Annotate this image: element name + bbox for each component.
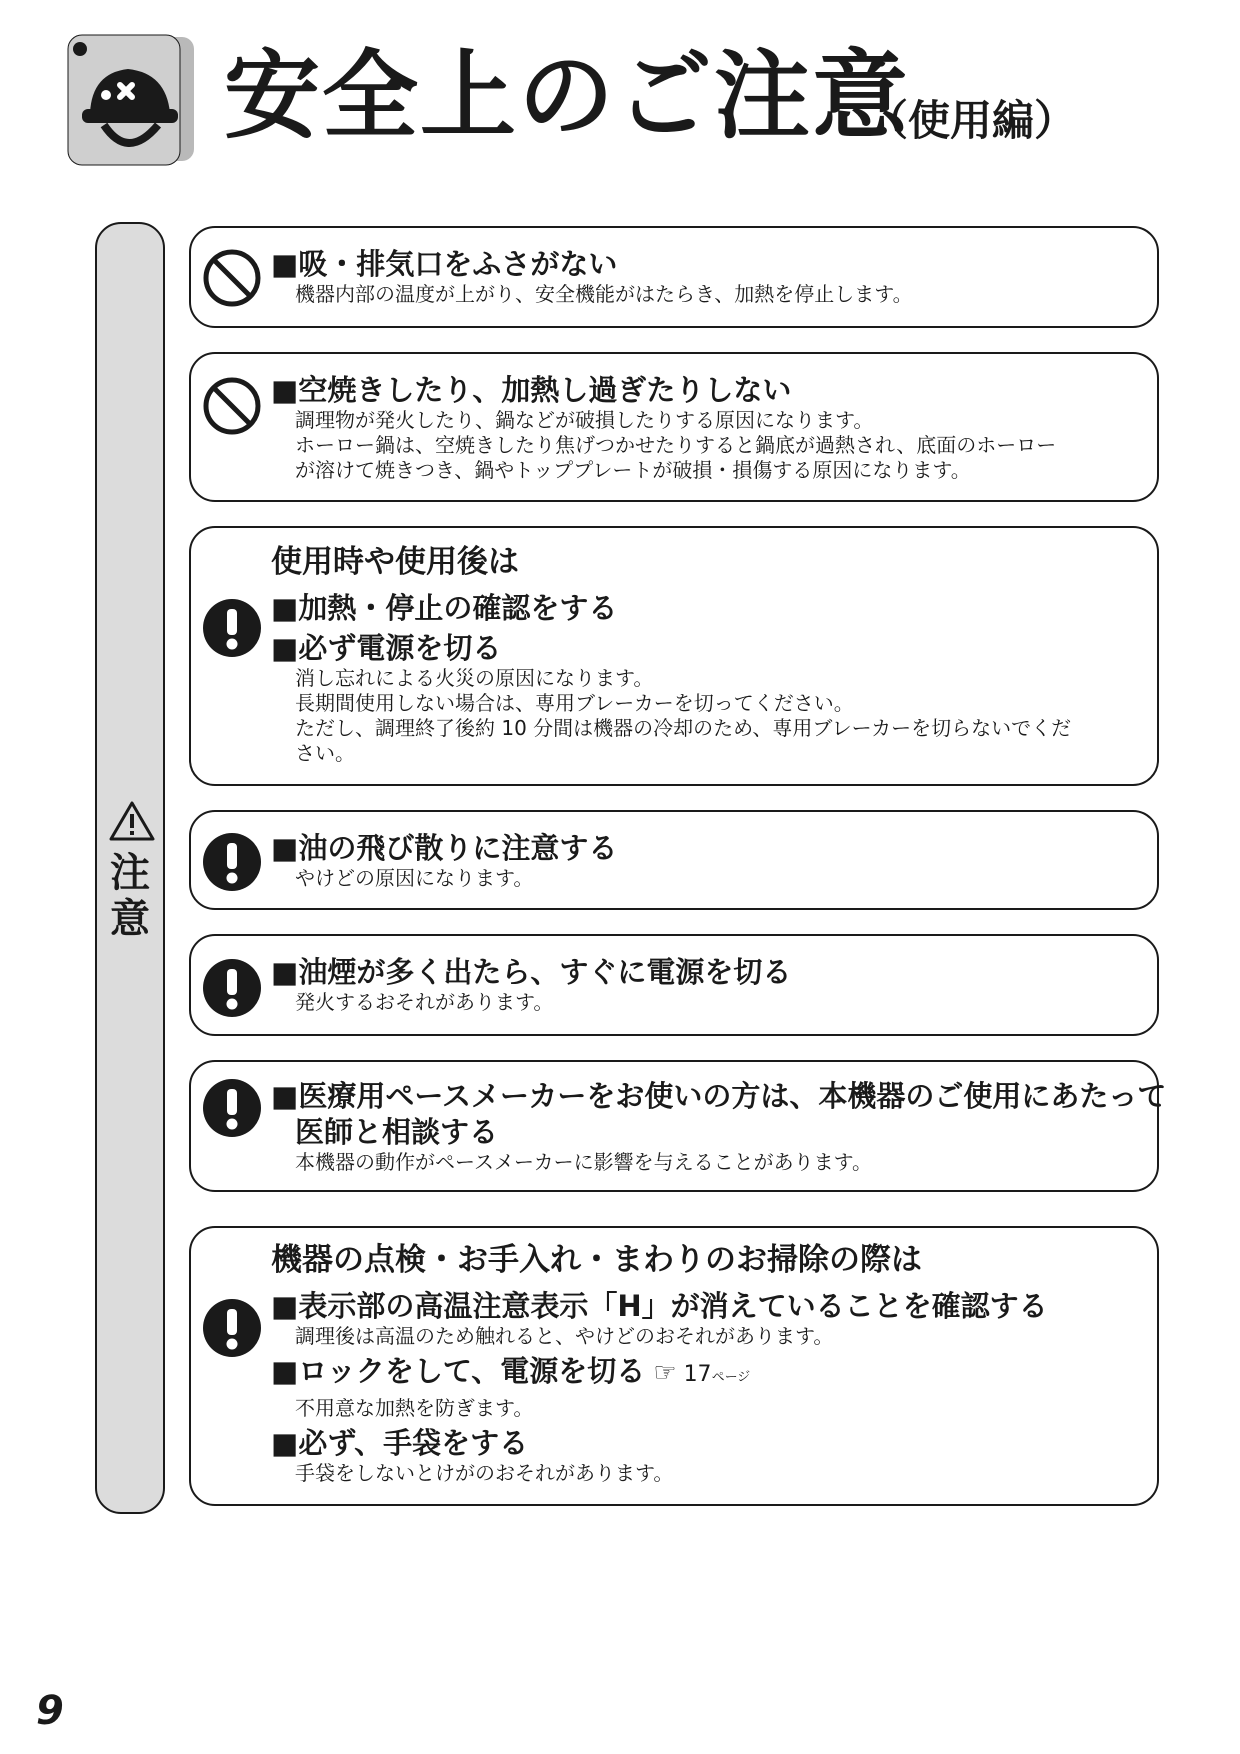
desc-line: ただし、調理終了後約 10 分間は機器の冷却のため、専用ブレーカーを切らないでくだ bbox=[295, 716, 1072, 740]
item-heading: ■医療用ペースメーカーをお使いの方は、本機器のご使用にあたって bbox=[271, 1079, 1167, 1113]
desc-line: 機器内部の温度が上がり、安全機能がはたらき、加熱を停止します。 bbox=[295, 282, 913, 306]
desc-line: 調理後は高温のため触れると、やけどのおそれがあります。 bbox=[295, 1324, 834, 1348]
desc-line: 長期間使用しない場合は、専用ブレーカーを切ってください。 bbox=[295, 691, 854, 715]
caution-box-vent bbox=[189, 226, 1159, 328]
item-heading-continued: 医師と相談する bbox=[295, 1115, 499, 1149]
page-title: 安全上のご注意 bbox=[224, 40, 910, 152]
caution-box-smoke bbox=[189, 934, 1159, 1036]
ref-page-number: 17 bbox=[683, 1362, 712, 1387]
caution-label-text: 注意 bbox=[110, 850, 150, 942]
prohibition-icon bbox=[202, 248, 262, 308]
caution-box-maintenance bbox=[189, 1226, 1159, 1506]
desc-line: やけどの原因になります。 bbox=[295, 866, 534, 890]
caution-label bbox=[97, 850, 163, 942]
item-heading: ■油の飛び散りに注意する bbox=[271, 831, 618, 865]
desc-line: 調理物が発火したり、鍋などが破損したりする原因になります。 bbox=[295, 408, 874, 432]
item-heading: ■必ず電源を切る bbox=[271, 631, 502, 665]
warning-triangle-icon bbox=[109, 800, 155, 842]
pointing-hand-icon: ☞ bbox=[653, 1358, 677, 1388]
desc-line: 本機器の動作がペースメーカーに影響を与えることがあります。 bbox=[295, 1150, 872, 1174]
caution-box-oil-splash bbox=[189, 810, 1159, 910]
mandatory-action-icon bbox=[202, 832, 262, 892]
caution-box-pacemaker bbox=[189, 1060, 1167, 1192]
desc-line: さい。 bbox=[295, 741, 355, 765]
desc-line: が溶けて焼きつき、鍋やトッププレートが破損・損傷する原因になります。 bbox=[295, 458, 971, 482]
mandatory-action-icon bbox=[202, 958, 262, 1018]
item-heading-with-ref bbox=[271, 1353, 1131, 1396]
mandatory-action-icon bbox=[202, 598, 262, 658]
page-subtitle: （使用編） bbox=[866, 96, 1077, 145]
item-heading: ■ロックをして、電源を切る bbox=[271, 1354, 646, 1388]
caution-side-panel bbox=[95, 222, 165, 1514]
ref-page-suffix: ページ bbox=[711, 1370, 751, 1385]
caution-box-overheat bbox=[189, 352, 1159, 502]
desc-line: 不用意な加熱を防ぎます。 bbox=[295, 1396, 534, 1420]
caution-box-during-use bbox=[189, 526, 1159, 786]
page-reference[interactable] bbox=[653, 1358, 751, 1388]
desc-line: 手袋をしないとけがのおそれがあります。 bbox=[295, 1461, 674, 1485]
mandatory-action-icon bbox=[202, 1078, 262, 1138]
item-heading: ■吸・排気口をふさがない bbox=[271, 247, 618, 281]
mandatory-action-icon bbox=[202, 1298, 262, 1358]
page-number: 9 bbox=[36, 1688, 64, 1734]
item-heading: ■必ず、手袋をする bbox=[271, 1426, 529, 1460]
item-heading: ■表示部の高温注意表示「H」が消えていることを確認する bbox=[271, 1289, 1048, 1323]
item-heading: ■加熱・停止の確認をする bbox=[271, 591, 618, 625]
section-title: 機器の点検・お手入れ・まわりのお掃除の際は bbox=[271, 1242, 922, 1278]
section-title: 使用時や使用後は bbox=[271, 544, 519, 580]
safety-helmet-icon bbox=[66, 33, 196, 169]
desc-line: 消し忘れによる火災の原因になります。 bbox=[295, 666, 654, 690]
prohibition-icon bbox=[202, 376, 262, 436]
item-heading: ■空焼きしたり、加熱し過ぎたりしない bbox=[271, 373, 792, 407]
desc-line: ホーロー鍋は、空焼きしたり焦げつかせたりすると鍋底が過熱され、底面のホーロー bbox=[295, 433, 1057, 457]
desc-line: 発火するおそれがあります。 bbox=[295, 990, 554, 1014]
item-heading: ■油煙が多く出たら、すぐに電源を切る bbox=[271, 955, 792, 989]
